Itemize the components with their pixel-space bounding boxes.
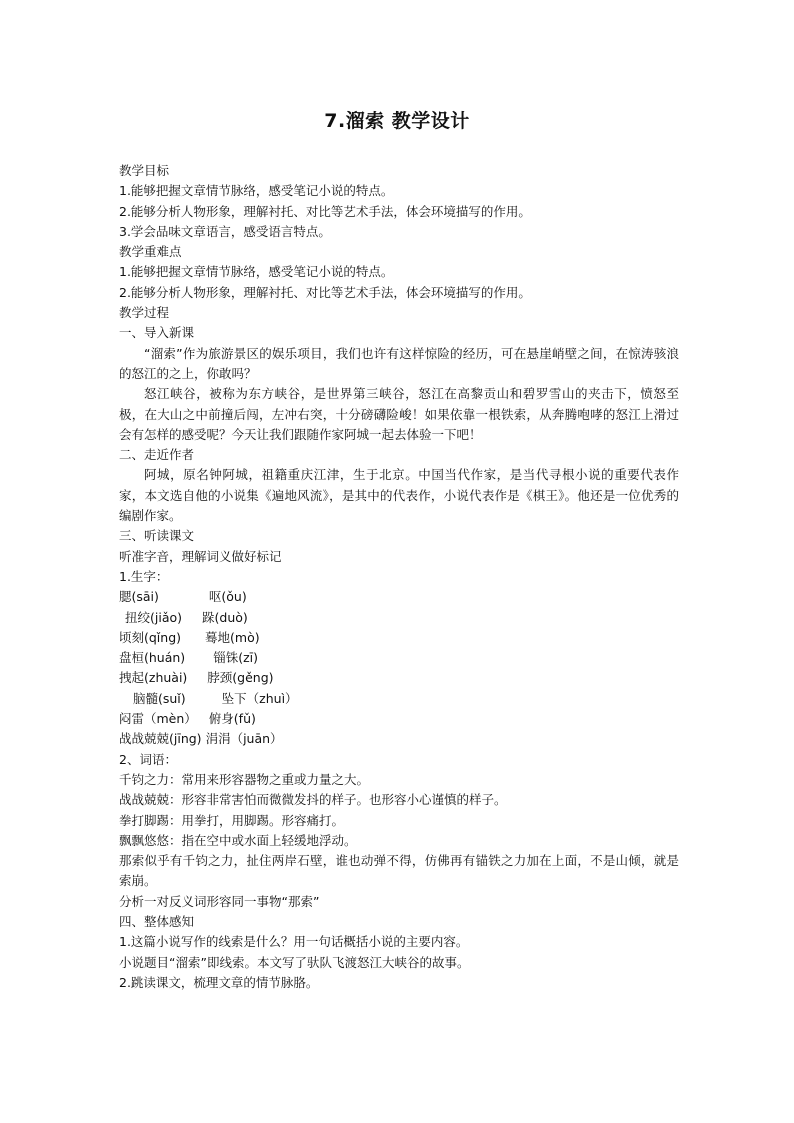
vocabulary-item: 飘飘悠悠：指在空中或水面上轻缓地浮动。: [119, 832, 357, 848]
character-row: [119, 628, 679, 648]
author-paragraph: 阿城，原名钟阿城，祖籍重庆江津，生于北京。中国当代作家，是当代寻根小说的重要代表作家，本文选自他的小说集《遍地风流》，是其中的代表作，小说代表作是《棋王》。他还是一位优秀的编剧作家。: [119, 467, 679, 524]
heading-process: 教学过程: [119, 305, 170, 321]
character-row: [119, 587, 679, 607]
objective-3: 3.学会品味文章语言，感受语言特点。: [119, 223, 331, 239]
reading-instruction: 听准字音，理解词义做好标记: [119, 548, 282, 564]
section-overview-heading: 四、整体感知: [119, 913, 195, 929]
quote-paragraph: 那索似乎有千钧之力，扯住两岸石壁，谁也动弹不得，仿佛再有锚铁之力加在上面，不是山倾，就是索崩。: [119, 853, 679, 889]
character-entry: 呕(ǒu): [208, 589, 247, 605]
heading-key-points: 教学重难点: [119, 244, 182, 260]
character-entry: 盘桓(huán): [119, 650, 186, 666]
character-entry: 涓涓（juān）: [205, 731, 283, 747]
objective-1: 1.能够把握文章情节脉络，感受笔记小说的特点。: [119, 183, 394, 199]
overview-question-1: 1.这篇小说写作的线索是什么？用一句话概括小说的主要内容。: [119, 934, 469, 950]
character-entry: 顷刻(qǐng): [119, 629, 182, 645]
heading-objectives: 教学目标: [119, 163, 170, 178]
character-entry: 跺(duò): [202, 609, 248, 625]
character-entry: 腮(sāi): [119, 589, 159, 605]
key-point-2: 2.能够分析人物形象，理解衬托、对比等艺术手法，体会环境描写的作用。: [119, 284, 531, 300]
analysis-note: 分析一对反义词形容同一事物“那索”: [119, 893, 320, 909]
character-row: [119, 648, 679, 668]
overview-question-2: 2.跳读课文，梳理文章的情节脉胳。: [119, 974, 319, 990]
character-entry: 锱铢(zī): [213, 650, 258, 666]
character-entry: 扭绞(jiǎo): [125, 609, 183, 625]
character-entry: 俯身(fǔ): [208, 711, 256, 727]
character-row: [119, 668, 679, 688]
character-row: [119, 608, 679, 628]
character-row: [119, 709, 679, 729]
document-body: [119, 161, 679, 993]
character-row: [119, 689, 679, 709]
vocabulary-heading: 2、词语：: [119, 751, 177, 767]
character-entry: 蓦地(mò): [205, 629, 260, 645]
character-entry: 战战兢兢(jīng): [119, 731, 202, 747]
character-entry: 坠下（zhuì）: [221, 690, 298, 706]
character-entry: 脑髓(suǐ): [133, 690, 186, 706]
intro-paragraph-2: 怒江峡谷，被称为东方峡谷，是世界第三峡谷，怒江在高黎贡山和碧罗雪山的夹击下，愤怒至极，在大山之中前撞后闯，左冲右突，十分磅礴险峻！如果依靠一根铁索，从奔腾咆哮的怒江上滑过会有怎样的感受呢？今天让我们跟随作家阿城一起去体验一下吧！: [119, 386, 679, 442]
vocabulary-item: 战战兢兢：形容非常害怕而微微发抖的样子。也形容小心谨慎的样子。: [119, 792, 507, 808]
character-entry: 脖颈(gěng): [207, 670, 274, 686]
vocabulary-item: 拳打脚踢：用拳打，用脚踢。形容痛打。: [119, 812, 345, 828]
character-entry: 闷雷（mèn）: [119, 711, 197, 727]
section-author-heading: 二、走近作者: [119, 447, 195, 463]
key-point-1: 1.能够把握文章情节脉络，感受笔记小说的特点。: [119, 264, 394, 280]
document-title: 7.溜索 教学设计: [324, 110, 470, 132]
intro-paragraph-1: “溜索”作为旅游景区的娱乐项目，我们也许有这样惊险的经历，可在悬崖峭壁之间，在惊涛骇浪的怒江的之上，你敢吗？: [119, 345, 679, 381]
section-reading-heading: 三、听读课文: [119, 528, 195, 544]
character-entry: 拽起(zhuài): [119, 670, 188, 686]
overview-answer-1: 小说题目“溜索”即线索。本文写了驮队飞渡怒江大峡谷的故事。: [119, 954, 470, 970]
characters-heading: 1.生字：: [119, 568, 169, 584]
section-intro-heading: 一、导入新课: [119, 325, 195, 341]
character-row: [119, 729, 679, 749]
objective-2: 2.能够分析人物形象，理解衬托、对比等艺术手法，体会环境描写的作用。: [119, 203, 531, 219]
vocabulary-item: 千钧之力：常用来形容器物之重或力量之大。: [119, 771, 370, 787]
